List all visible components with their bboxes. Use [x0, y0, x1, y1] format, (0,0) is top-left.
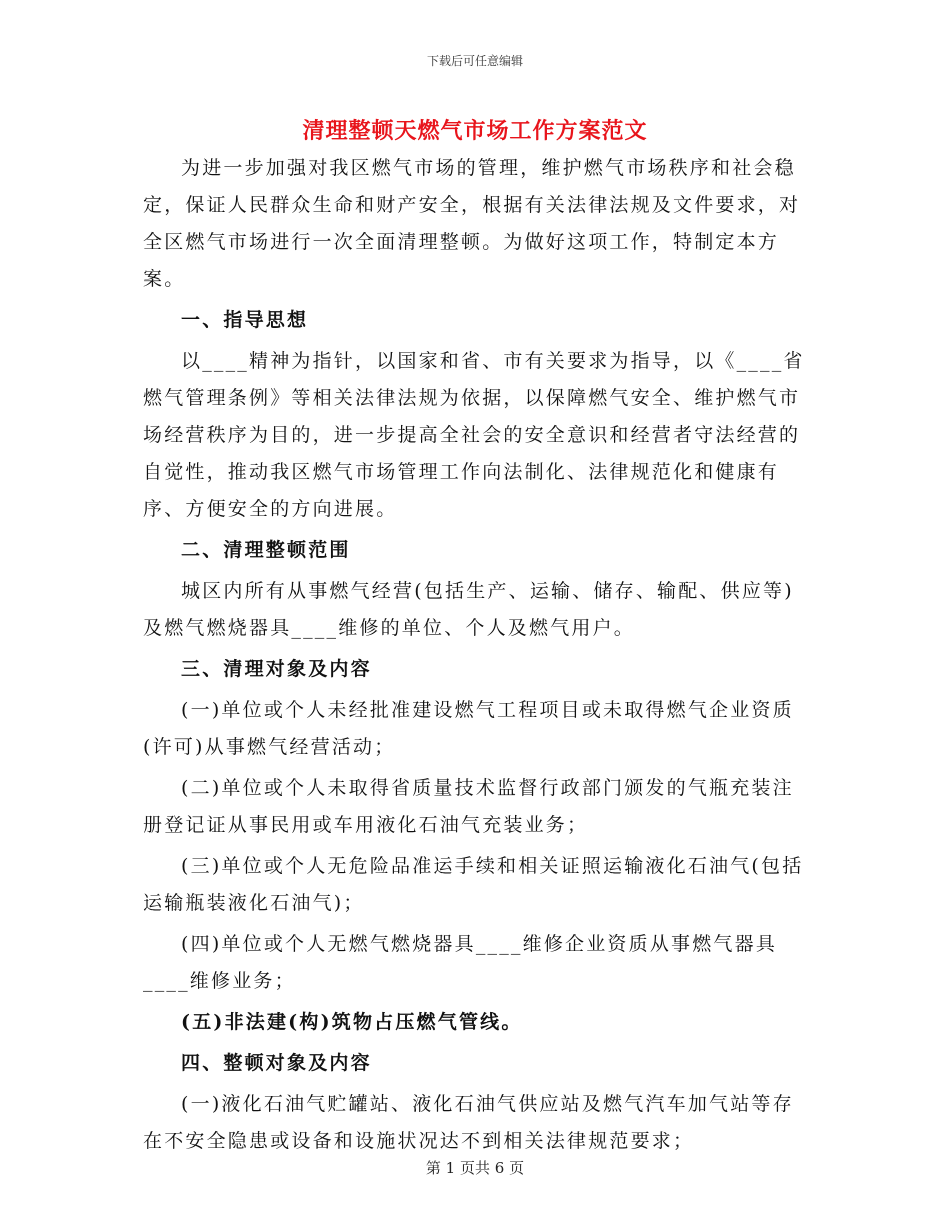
section-3-heading: 三、清理对象及内容 [181, 658, 372, 680]
page-footer: 第 1 页共 6 页 [425, 1159, 525, 1177]
section-3-item: (四)单位或个人无燃气燃烧器具____维修企业资质从事燃气器具____维修业务； [143, 933, 778, 992]
document-title: 清理整顿天燃气市场工作方案范文 [302, 118, 648, 144]
section-3-item: (一)单位或个人未经批准建设燃气工程项目或未取得燃气企业资质(许可)从事燃气经营活动； [143, 699, 794, 758]
section-3-item: (二)单位或个人未取得省质量技术监督行政部门颁发的气瓶充装注册登记证从事民用或车用液化石油气充装业务； [143, 777, 794, 836]
section-2-heading: 二、清理整顿范围 [181, 539, 351, 561]
section-4-item: (一)液化石油气贮罐站、液化石油气供应站及燃气汽车加气站等存在不安全隐患或设备和设施状况达不到相关法律规范要求； [143, 1093, 794, 1152]
section-4-heading: 四、整顿对象及内容 [181, 1052, 372, 1074]
section-1-heading: 一、指导思想 [181, 309, 309, 331]
page-header-note: 下载后可任意编辑 [426, 54, 523, 68]
intro-paragraph: 为进一步加强对我区燃气市场的管理，维护燃气市场秩序和社会稳定，保证人民群众生命和财产安全，根据有关法律法规及文件要求，对全区燃气市场进行一次全面清理整顿。为做好这项工作，特制定本方案。 [143, 157, 801, 290]
section-1-paragraph: 以____精神为指针，以国家和省、市有关要求为指导，以《____省燃气管理条例》等相关法律法规为依据，以保障燃气安全、维护燃气市场经营秩序为目的，进一步提高全社会的安全意识和经营者守法经营的自觉性，推动我区燃气市场管理工作向法制化、法律规范化和健康有序、方便安全的方向进展。 [143, 350, 805, 520]
section-2-paragraph: 城区内所有从事燃气经营(包括生产、运输、储存、输配、供应等)及燃气燃烧器具____维修的单位、个人及燃气用户。 [143, 580, 794, 639]
section-3-item: (三)单位或个人无危险品准运手续和相关证照运输液化石油气(包括运输瓶装液化石油气)； [143, 855, 804, 914]
section-3-item: (五)非法建(构)筑物占压燃气管线。 [181, 1011, 523, 1033]
document-body [143, 150, 815, 1160]
